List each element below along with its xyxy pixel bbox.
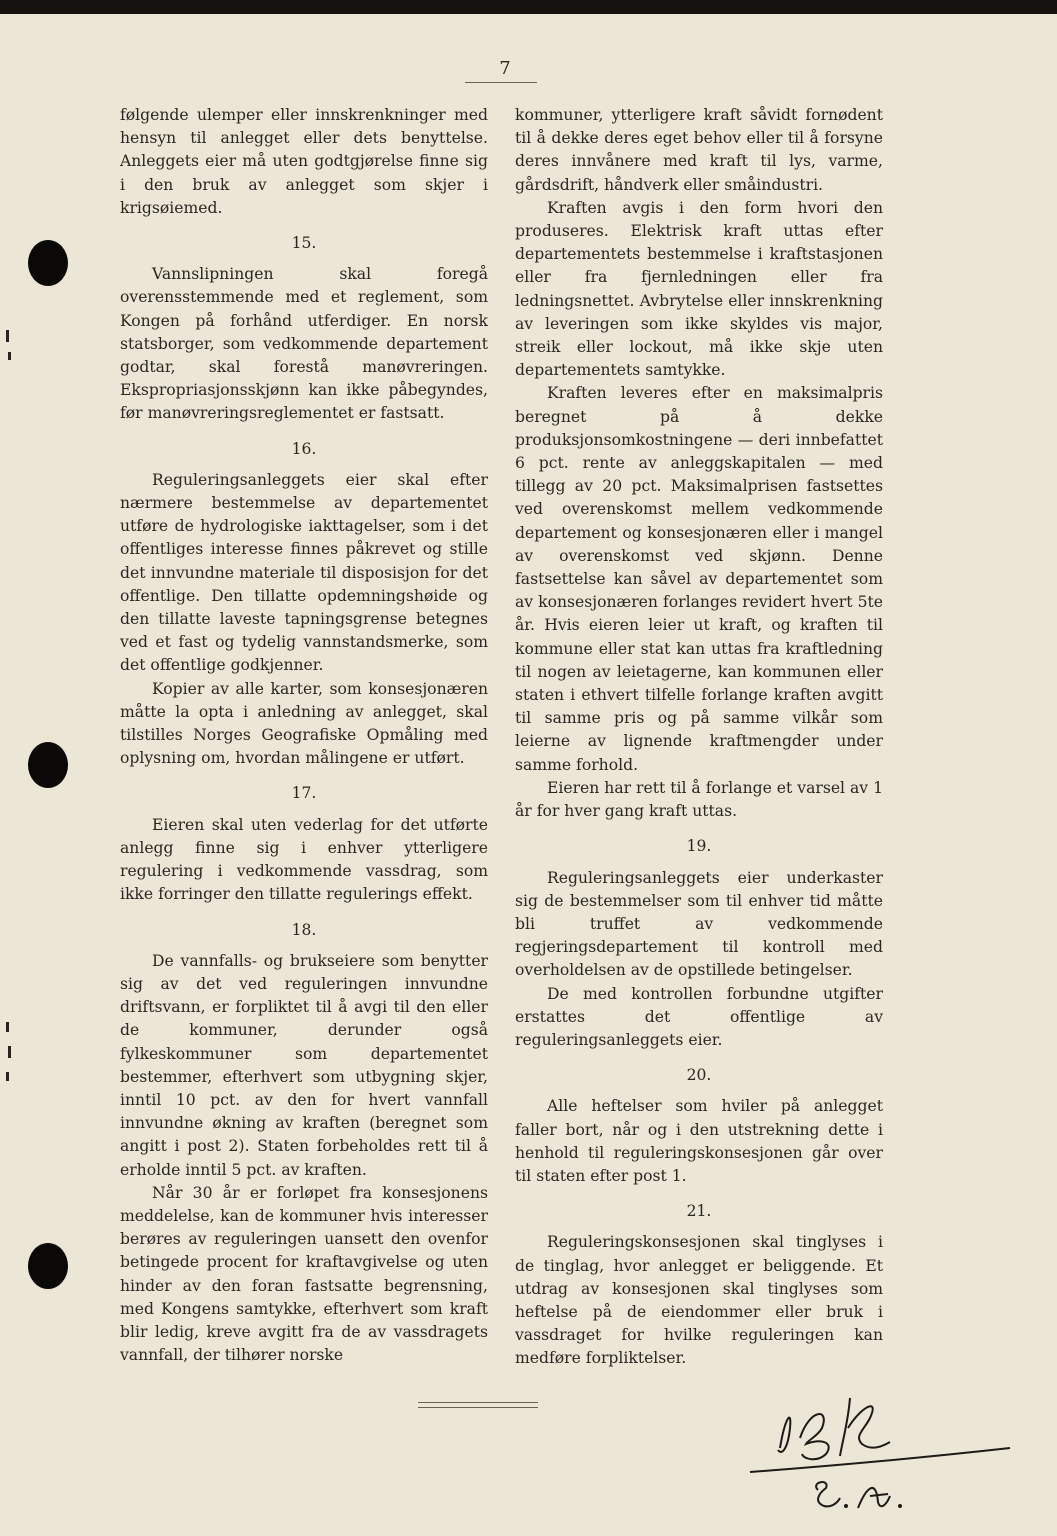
scan-speck: [6, 1022, 9, 1032]
scan-top-edge: [0, 0, 1057, 14]
page-number: 7: [499, 58, 511, 79]
right-paragraph: Alle heftelser som hviler på anlegget faller bort, når og i den utstrekning dette i henhold til reguleringskonsesjonen går over til staten efter post 1.: [515, 1097, 883, 1185]
left-paragraph: Reguleringsanleggets eier skal efter nærmere bestemmelse av departementet utføre de hydrologiske iakttagelser, som i det offentliges interesse finnes påkrevet og stille det innvundne materiale til disposisjon for det offentlige. Den tillatte opdemningshøide og den tillatte laveste tapningsgrense betegnes ved et fast og tydelig vannstandsmerke, som det offentlige godkjenner.: [120, 470, 488, 675]
left-paragraph: Kopier av alle karter, som konsesjonæren måtte la opta i anledning av anlegget, skal tilstilles Norges Geografiske Opmåling med oplysning om, hvordan målingene er utført.: [120, 679, 488, 768]
right-section-number: 20.: [686, 1066, 712, 1085]
left-section-number: 16.: [291, 439, 317, 458]
handwritten-initials-icon: [730, 1378, 1030, 1528]
right-section-number: 21.: [686, 1202, 712, 1221]
right-paragraph: Kraften leveres efter en maksimalpris beregnet på å dekke produksjonsomkostningene — deri innbefattet 6 pct. rente av anleggskapitalen — med tillegg av 20 pct. Maksimalprisen fastsettes ved overenskomst mellem vedkommende departement og konsesjonæren eller i mangel av overenskomst ved skjønn. Denne fastsettelse kan såvel av departementet som av konsesjonæren forlanges revidert hvert 5te år. Hvis eieren leier ut kraft, og kraften til kommune eller stat kan uttas fra kraftledning til nogen av leietagerne, kan kommunen eller staten i ethvert tilfelle forlange kraften avgitt til samme pris og på samme vilkår som leierne av lignende kraftmengder under samme forhold.: [515, 384, 883, 774]
left-paragraph: De vannfalls- og brukseiere som benytter sig av det ved reguleringen innvundne driftsvann, er forpliktet til å avgi til den eller de kommuner, derunder også fylkeskommuner som departementet bestemmer, efterhvert som utbygning skjer, inntil 10 pct. av den for hvert vannfall innvundne økning av kraften (beregnet som angitt i post 2). Staten forbeholdes rett til å erholde inntil 5 pct. av kraften.: [120, 951, 488, 1179]
left-section-number: 17.: [291, 784, 317, 803]
punch-hole-bottom: [28, 1243, 68, 1289]
right-column: [515, 104, 883, 1371]
scan-speck: [8, 352, 11, 360]
page-number-rule: [465, 82, 537, 83]
right-paragraph: kommuner, ytterligere kraft såvidt fornødent til å dekke deres eget behov eller til å forsyne deres innvånere med kraft til lys, varme, gårdsdrift, håndverk eller småindustri.: [515, 106, 883, 194]
left-column: [120, 104, 488, 1367]
left-paragraph: Vannslipningen skal foregå overensstemmende med et reglement, som Kongen på forhånd utferdiger. En norsk statsborger, som vedkommende departement godtar, skal forestå manøvreringen. Ekspropriasjonsskjønn kan ikke påbegyndes, før manøvreringsreglementet er fastsatt.: [120, 265, 488, 423]
left-paragraph: følgende ulemper eller innskrenkninger med hensyn til anlegget eller dets benyttelse. Anleggets eier må uten godtgjørelse finne sig i den bruk av anlegget som skjer i krigsøiemed.: [120, 106, 488, 217]
closing-double-rule: [418, 1402, 538, 1408]
right-section-number: 19.: [686, 837, 712, 856]
punch-hole-top: [28, 240, 68, 286]
left-paragraph: Når 30 år er forløpet fra konsesjonens meddelelse, kan de kommuner hvis interesser berøres av reguleringen uansett den ovenfor betingede procent for kraftavgivelse og uten hinder av den foran fastsatte begrensning, med Kongens samtykke, efterhvert som kraft blir ledig, kreve avgitt fra de av vassdragets vannfall, der tilhører norske: [120, 1183, 488, 1365]
left-paragraph: Eieren skal uten vederlag for det utførte anlegg finne sig i enhver ytterligere regulering i vedkommende vassdrag, som ikke forringer den tillatte regulerings effekt.: [120, 815, 488, 904]
right-paragraph: Eieren har rett til å forlange et varsel av 1 år for hver gang kraft uttas.: [515, 778, 883, 821]
punch-hole-middle: [28, 742, 68, 788]
right-paragraph: Reguleringsanleggets eier underkaster sig de bestemmelser som til enhver tid måtte bli truffet av vedkommende regjeringsdepartement til kontroll med overholdelsen av de opstillede betingelser.: [515, 868, 883, 980]
scan-speck: [6, 330, 9, 342]
left-section-number: 15.: [291, 234, 317, 253]
scan-speck: [8, 1046, 11, 1058]
scan-speck: [6, 1072, 9, 1081]
right-paragraph: Kraften avgis i den form hvori den produseres. Elektrisk kraft uttas efter departementets bestemmelse i kraftstasjonen eller fra fjernledningen eller fra ledningsnettet. Avbrytelse eller innskrenkning av leveringen som ikke skyldes vis major, streik eller lockout, må ikke skje uten departementets samtykke.: [515, 198, 883, 380]
right-paragraph: Reguleringskonsesjonen skal tinglyses i de tinglag, hvor anlegget er beliggende. Et utdrag av konsesjonen skal tinglyses som heftelse på de eiendommer eller bruk i vassdraget for hvilke reguleringen kan medføre forpliktelser.: [515, 1233, 883, 1368]
left-section-number: 18.: [291, 920, 317, 939]
right-paragraph: De med kontrollen forbundne utgifter erstattes det offentlige av reguleringsanleggets eier.: [515, 984, 883, 1049]
signature: [730, 1378, 1030, 1528]
